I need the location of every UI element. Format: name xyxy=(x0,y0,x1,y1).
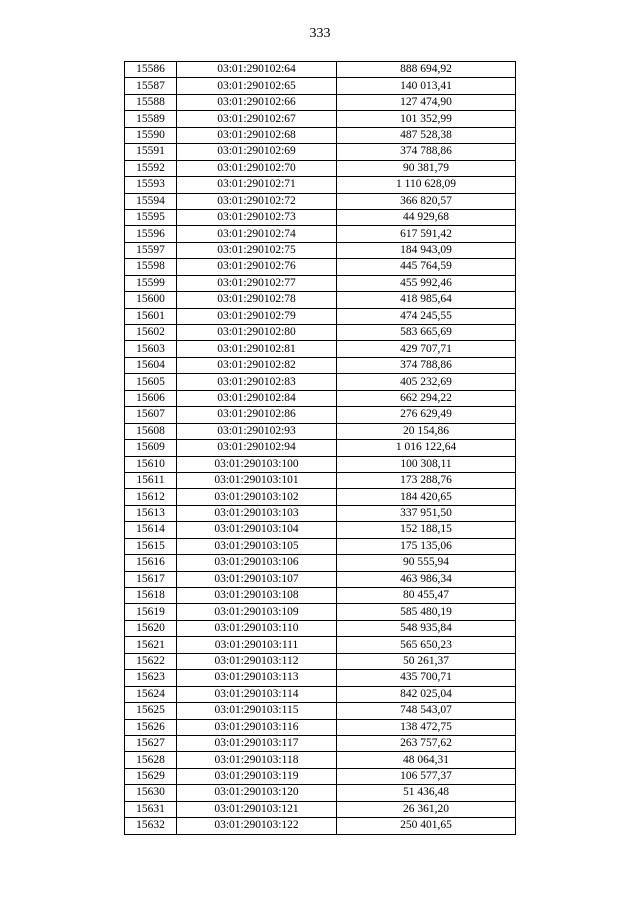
table-row xyxy=(125,818,516,834)
row-number-cell: 15588 xyxy=(125,94,177,110)
cadastral-number-cell: 03:01:290102:74 xyxy=(177,226,337,242)
row-number-cell: 15607 xyxy=(125,407,177,423)
cadastral-number-cell: 03:01:290103:113 xyxy=(177,670,337,686)
table-row xyxy=(125,374,516,390)
cadastral-value-cell: 26 361,20 xyxy=(337,801,516,817)
cadastral-value-cell: 263 757,62 xyxy=(337,735,516,751)
table-row xyxy=(125,144,516,160)
cadastral-value-cell: 152 188,15 xyxy=(337,522,516,538)
table-row xyxy=(125,571,516,587)
cadastral-value-cell: 138 472,75 xyxy=(337,719,516,735)
table-row xyxy=(125,588,516,604)
row-number-cell: 15617 xyxy=(125,571,177,587)
row-number-cell: 15625 xyxy=(125,703,177,719)
cadastral-value-cell: 101 352,99 xyxy=(337,111,516,127)
cadastral-number-cell: 03:01:290102:64 xyxy=(177,62,337,78)
cadastral-value-cell: 374 788,86 xyxy=(337,144,516,160)
cadastral-number-cell: 03:01:290103:115 xyxy=(177,703,337,719)
table-row xyxy=(125,242,516,258)
cadastral-value-cell: 127 474,90 xyxy=(337,94,516,110)
row-number-cell: 15599 xyxy=(125,275,177,291)
table-row xyxy=(125,209,516,225)
cadastral-number-cell: 03:01:290102:83 xyxy=(177,374,337,390)
cadastral-value-cell: 100 308,11 xyxy=(337,456,516,472)
row-number-cell: 15597 xyxy=(125,242,177,258)
row-number-cell: 15610 xyxy=(125,456,177,472)
cadastral-value-cell: 366 820,57 xyxy=(337,193,516,209)
cadastral-number-cell: 03:01:290103:121 xyxy=(177,801,337,817)
cadastral-value-cell: 106 577,37 xyxy=(337,768,516,784)
row-number-cell: 15591 xyxy=(125,144,177,160)
row-number-cell: 15613 xyxy=(125,505,177,521)
cadastral-number-cell: 03:01:290102:73 xyxy=(177,209,337,225)
row-number-cell: 15620 xyxy=(125,620,177,636)
cadastral-value-cell: 842 025,04 xyxy=(337,686,516,702)
cadastral-number-cell: 03:01:290103:119 xyxy=(177,768,337,784)
table-row xyxy=(125,801,516,817)
cadastral-value-cell: 48 064,31 xyxy=(337,752,516,768)
table-row xyxy=(125,768,516,784)
cadastral-value-cell: 140 013,41 xyxy=(337,78,516,94)
cadastral-value-cell: 435 700,71 xyxy=(337,670,516,686)
table-row xyxy=(125,686,516,702)
table-row xyxy=(125,160,516,176)
table-row xyxy=(125,177,516,193)
table-body xyxy=(125,62,516,835)
row-number-cell: 15630 xyxy=(125,785,177,801)
cadastral-value-cell: 548 935,84 xyxy=(337,620,516,636)
cadastral-value-cell: 418 985,64 xyxy=(337,292,516,308)
cadastral-value-cell: 405 232,69 xyxy=(337,374,516,390)
row-number-cell: 15595 xyxy=(125,209,177,225)
table-row xyxy=(125,292,516,308)
cadastral-value-cell: 50 261,37 xyxy=(337,653,516,669)
cadastral-number-cell: 03:01:290102:67 xyxy=(177,111,337,127)
cadastral-number-cell: 03:01:290102:78 xyxy=(177,292,337,308)
cadastral-number-cell: 03:01:290102:66 xyxy=(177,94,337,110)
row-number-cell: 15608 xyxy=(125,423,177,439)
cadastral-number-cell: 03:01:290102:68 xyxy=(177,127,337,143)
row-number-cell: 15626 xyxy=(125,719,177,735)
row-number-cell: 15592 xyxy=(125,160,177,176)
cadastral-number-cell: 03:01:290103:118 xyxy=(177,752,337,768)
row-number-cell: 15602 xyxy=(125,325,177,341)
cadastral-number-cell: 03:01:290102:77 xyxy=(177,275,337,291)
cadastral-number-cell: 03:01:290103:103 xyxy=(177,505,337,521)
row-number-cell: 15603 xyxy=(125,341,177,357)
row-number-cell: 15611 xyxy=(125,472,177,488)
cadastral-value-cell: 662 294,22 xyxy=(337,390,516,406)
row-number-cell: 15622 xyxy=(125,653,177,669)
cadastral-value-cell: 583 665,69 xyxy=(337,325,516,341)
cadastral-number-cell: 03:01:290103:106 xyxy=(177,555,337,571)
cadastral-value-cell: 1 110 628,09 xyxy=(337,177,516,193)
row-number-cell: 15604 xyxy=(125,357,177,373)
cadastral-number-cell: 03:01:290103:117 xyxy=(177,735,337,751)
cadastral-value-table xyxy=(124,61,516,835)
cadastral-number-cell: 03:01:290102:82 xyxy=(177,357,337,373)
cadastral-value-cell: 474 245,55 xyxy=(337,308,516,324)
cadastral-number-cell: 03:01:290102:76 xyxy=(177,259,337,275)
cadastral-value-cell: 90 555,94 xyxy=(337,555,516,571)
row-number-cell: 15616 xyxy=(125,555,177,571)
row-number-cell: 15612 xyxy=(125,489,177,505)
cadastral-number-cell: 03:01:290103:120 xyxy=(177,785,337,801)
cadastral-value-cell: 429 707,71 xyxy=(337,341,516,357)
row-number-cell: 15628 xyxy=(125,752,177,768)
row-number-cell: 15587 xyxy=(125,78,177,94)
cadastral-value-cell: 1 016 122,64 xyxy=(337,440,516,456)
cadastral-number-cell: 03:01:290103:110 xyxy=(177,620,337,636)
cadastral-value-cell: 337 951,50 xyxy=(337,505,516,521)
cadastral-value-cell: 184 943,09 xyxy=(337,242,516,258)
table-row xyxy=(125,719,516,735)
table-row xyxy=(125,341,516,357)
row-number-cell: 15631 xyxy=(125,801,177,817)
table-row xyxy=(125,604,516,620)
cadastral-value-cell: 487 528,38 xyxy=(337,127,516,143)
row-number-cell: 15621 xyxy=(125,637,177,653)
table-row xyxy=(125,752,516,768)
cadastral-value-cell: 173 288,76 xyxy=(337,472,516,488)
cadastral-value-cell: 617 591,42 xyxy=(337,226,516,242)
cadastral-value-cell: 585 480,19 xyxy=(337,604,516,620)
cadastral-number-cell: 03:01:290102:75 xyxy=(177,242,337,258)
cadastral-value-cell: 374 788,86 xyxy=(337,357,516,373)
table-row xyxy=(125,325,516,341)
row-number-cell: 15593 xyxy=(125,177,177,193)
table-row xyxy=(125,538,516,554)
table-row xyxy=(125,193,516,209)
cadastral-value-cell: 463 986,34 xyxy=(337,571,516,587)
cadastral-number-cell: 03:01:290102:79 xyxy=(177,308,337,324)
row-number-cell: 15627 xyxy=(125,735,177,751)
table-row xyxy=(125,472,516,488)
cadastral-number-cell: 03:01:290103:112 xyxy=(177,653,337,669)
row-number-cell: 15598 xyxy=(125,259,177,275)
row-number-cell: 15618 xyxy=(125,588,177,604)
cadastral-value-cell: 565 650,23 xyxy=(337,637,516,653)
table-row xyxy=(125,78,516,94)
row-number-cell: 15590 xyxy=(125,127,177,143)
cadastral-number-cell: 03:01:290102:84 xyxy=(177,390,337,406)
cadastral-number-cell: 03:01:290103:108 xyxy=(177,588,337,604)
table-row xyxy=(125,653,516,669)
table-row xyxy=(125,785,516,801)
cadastral-value-cell: 51 436,48 xyxy=(337,785,516,801)
row-number-cell: 15600 xyxy=(125,292,177,308)
table-row xyxy=(125,275,516,291)
row-number-cell: 15596 xyxy=(125,226,177,242)
cadastral-value-cell: 90 381,79 xyxy=(337,160,516,176)
page-number: 333 xyxy=(309,26,331,41)
cadastral-number-cell: 03:01:290103:105 xyxy=(177,538,337,554)
table-row xyxy=(125,440,516,456)
row-number-cell: 15623 xyxy=(125,670,177,686)
row-number-cell: 15615 xyxy=(125,538,177,554)
table-row xyxy=(125,111,516,127)
cadastral-number-cell: 03:01:290103:111 xyxy=(177,637,337,653)
cadastral-number-cell: 03:01:290102:94 xyxy=(177,440,337,456)
table-row xyxy=(125,637,516,653)
cadastral-number-cell: 03:01:290103:101 xyxy=(177,472,337,488)
cadastral-number-cell: 03:01:290102:71 xyxy=(177,177,337,193)
cadastral-number-cell: 03:01:290103:116 xyxy=(177,719,337,735)
row-number-cell: 15619 xyxy=(125,604,177,620)
table-row xyxy=(125,505,516,521)
cadastral-number-cell: 03:01:290103:109 xyxy=(177,604,337,620)
cadastral-number-cell: 03:01:290103:102 xyxy=(177,489,337,505)
cadastral-number-cell: 03:01:290102:93 xyxy=(177,423,337,439)
row-number-cell: 15614 xyxy=(125,522,177,538)
table-row xyxy=(125,456,516,472)
table-row xyxy=(125,620,516,636)
table-row xyxy=(125,555,516,571)
table-row xyxy=(125,703,516,719)
cadastral-number-cell: 03:01:290102:70 xyxy=(177,160,337,176)
cadastral-value-cell: 175 135,06 xyxy=(337,538,516,554)
row-number-cell: 15589 xyxy=(125,111,177,127)
table-row xyxy=(125,390,516,406)
table-row xyxy=(125,489,516,505)
row-number-cell: 15609 xyxy=(125,440,177,456)
cadastral-value-cell: 44 929,68 xyxy=(337,209,516,225)
table-row xyxy=(125,94,516,110)
table-row xyxy=(125,357,516,373)
cadastral-value-cell: 184 420,65 xyxy=(337,489,516,505)
cadastral-value-cell: 20 154,86 xyxy=(337,423,516,439)
table-row xyxy=(125,308,516,324)
table-row xyxy=(125,423,516,439)
cadastral-value-cell: 455 992,46 xyxy=(337,275,516,291)
cadastral-value-cell: 445 764,59 xyxy=(337,259,516,275)
cadastral-number-cell: 03:01:290102:86 xyxy=(177,407,337,423)
cadastral-value-cell: 276 629,49 xyxy=(337,407,516,423)
table-row xyxy=(125,670,516,686)
table-row xyxy=(125,407,516,423)
row-number-cell: 15606 xyxy=(125,390,177,406)
row-number-cell: 15586 xyxy=(125,62,177,78)
table-row xyxy=(125,62,516,78)
row-number-cell: 15594 xyxy=(125,193,177,209)
cadastral-value-cell: 888 694,92 xyxy=(337,62,516,78)
row-number-cell: 15601 xyxy=(125,308,177,324)
table-row xyxy=(125,127,516,143)
row-number-cell: 15605 xyxy=(125,374,177,390)
cadastral-number-cell: 03:01:290103:100 xyxy=(177,456,337,472)
cadastral-value-cell: 748 543,07 xyxy=(337,703,516,719)
cadastral-number-cell: 03:01:290102:72 xyxy=(177,193,337,209)
cadastral-number-cell: 03:01:290103:122 xyxy=(177,818,337,834)
row-number-cell: 15632 xyxy=(125,818,177,834)
cadastral-number-cell: 03:01:290102:80 xyxy=(177,325,337,341)
cadastral-number-cell: 03:01:290102:69 xyxy=(177,144,337,160)
cadastral-value-cell: 250 401,65 xyxy=(337,818,516,834)
cadastral-number-cell: 03:01:290103:104 xyxy=(177,522,337,538)
cadastral-number-cell: 03:01:290103:114 xyxy=(177,686,337,702)
cadastral-value-cell: 80 455,47 xyxy=(337,588,516,604)
cadastral-number-cell: 03:01:290102:65 xyxy=(177,78,337,94)
table-row xyxy=(125,522,516,538)
table-row xyxy=(125,226,516,242)
row-number-cell: 15629 xyxy=(125,768,177,784)
row-number-cell: 15624 xyxy=(125,686,177,702)
cadastral-number-cell: 03:01:290102:81 xyxy=(177,341,337,357)
cadastral-number-cell: 03:01:290103:107 xyxy=(177,571,337,587)
table-row xyxy=(125,259,516,275)
table-row xyxy=(125,735,516,751)
